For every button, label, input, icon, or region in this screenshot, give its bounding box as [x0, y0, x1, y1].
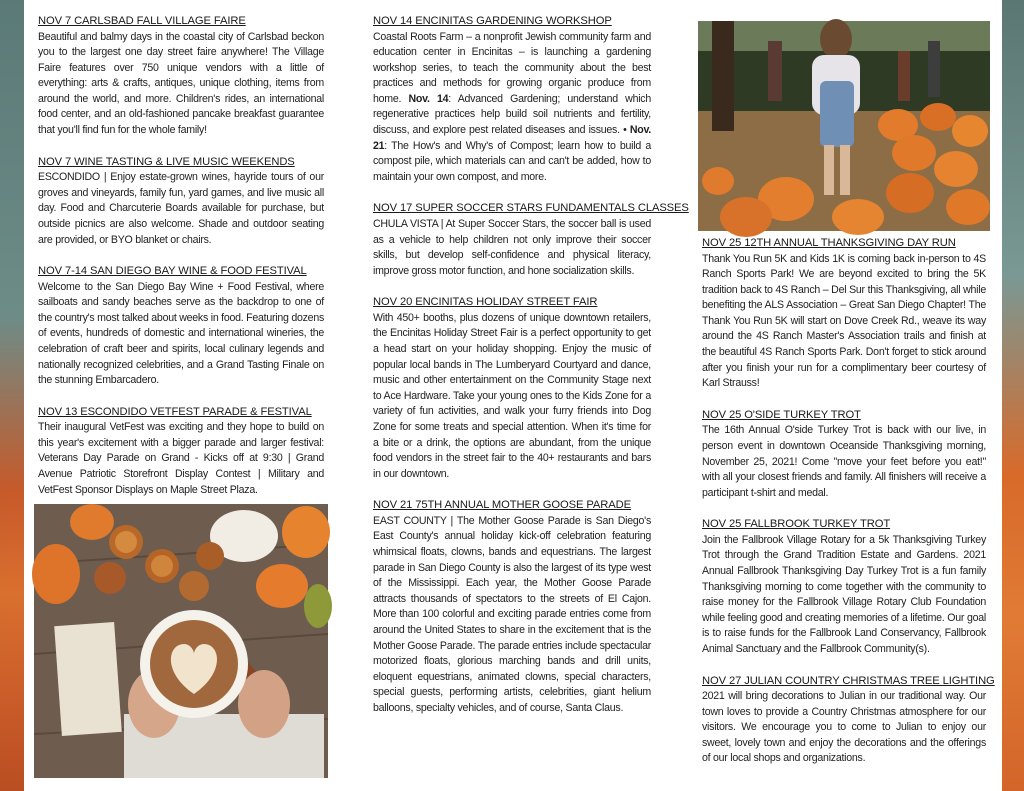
event-description: Thank You Run 5K and Kids 1K is coming back in-person to 4S Ranch Sports Park! We are beyond excited to bring the 5K tradition back to 4S Ranch – Del Sur this Thanksgiving, all while benefiting the ALS Association – Great San Diego Chapter! The Thank You Run 5K will start on Dove Creek Rd., weave its way around the 4S Ranch Master's Association trails and finish at the beautiful 4S Ranch Sports Park. Don't forget to stick around after you finish your run for a complimentary beer courtesy of Karl Strauss!	[702, 252, 986, 390]
event-description: ESCONDIDO | Enjoy estate-grown wines, hayride tours of our groves and vineyards, family fun, yard games, and live music all day. Food and Charcuterie Boards available for purchase, but outside picnics are also welcome. Shade and outdoor seating are provided, or BYO blanket or chairs.	[38, 171, 324, 246]
event-description: Beautiful and balmy days in the coastal city of Carlsbad beckon you to the largest one day street faire anywhere! The Village Faire features over 750 unique vendors with a little of everything: arts & crafts, antiques, unique clothing, items from around the world, and more. Children's rides, an international food center, and an old-fashioned pancake breakfast guarantee that you'll find fun for the whole family!	[38, 30, 324, 137]
event-description: With 450+ booths, plus dozens of unique downtown retailers, the Encinitas Holiday Street Fair is a perfect opportunity to get a head start on your holiday shopping. Enjoy the music of popular local bands in The Lumberyard Courtyard and dance, music and other entertainment on the Community Stage next to Ace Hardware. Take your young ones to the Kids Zone for a variety of fun activities, and walk your furry friends into Dog Zone for some treats and special attention. When it's time for a bite or a drink, the options are abundant, from the unique food vendors in the street fair to the 40+ restaurants and bars in our downtown.	[373, 311, 651, 480]
gardening-date-2: Nov. 21	[373, 124, 651, 152]
event-heading: NOV 21 75TH ANNUAL MOTHER GOOSE PARADE	[373, 499, 631, 512]
event-description: EAST COUNTY | The Mother Goose Parade is San Diego's East County's annual holiday kick-off celebration featuring whimsical floats, clowns, bands and equestrians. The largest parade in San Diego County is also the largest of its type west of the Mississippi. Each year, the Mother Goose Parade attracts thousands of spectators to the streets of El Cajon. More than 100 colorful and exciting parade entries come from around the United States to share in the excitement that is the Mother Goose Parade. The parade entries include spectacular motorized floats, glorious marching bands and drill units, eloquent equestrians, animated clowns, special characters, special guests, performing artists, celebrities, giant helium balloons, specialty vehicles, and of course, Santa Claus.	[373, 514, 651, 714]
event-heading: NOV 27 JULIAN COUNTRY CHRISTMAS TREE LIGHTING	[702, 674, 995, 687]
event-wine-tasting	[38, 155, 324, 248]
event-heading: NOV 25 12TH ANNUAL THANKSGIVING DAY RUN	[702, 237, 956, 249]
event-heading: NOV 13 ESCONDIDO VETFEST PARADE & FESTIVAL	[38, 405, 312, 418]
column-1	[38, 14, 324, 514]
event-san-diego-wine-food	[38, 264, 324, 389]
event-description: Their inaugural VetFest was exciting and they hope to build on this year's excitement with a bigger parade and larger festival: Veterans Day Parade on Grand - Kicks off at 9:30 | Grand Avenue Patriotic Storefront Display Contest | Military and VetFest Sponsor Displays on Maple Street Plaza.	[38, 421, 324, 496]
event-julian-tree-lighting	[702, 674, 995, 767]
event-description: CHULA VISTA | At Super Soccer Stars, the soccer ball is used as a vehicle to help children not only improve their soccer skills, but develop self-confidence and physical literacy, improve gross motor function, and hone socialization skills.	[373, 217, 651, 277]
gardening-date-1: Nov. 14	[408, 92, 449, 105]
left-decorative-strip	[0, 0, 24, 791]
event-fallbrook-turkey-trot	[702, 517, 986, 657]
event-heading: NOV 25 FALLBROOK TURKEY TROT	[702, 518, 891, 531]
event-heading: NOV 7-14 SAN DIEGO BAY WINE & FOOD FESTIVAL	[38, 265, 307, 278]
column-2	[373, 14, 689, 733]
event-vetfest-parade	[38, 405, 324, 498]
event-carlsbad-village-faire	[38, 14, 324, 139]
event-description: Join the Fallbrook Village Rotary for a 5k Thanksgiving Turkey Trot through the Grand Tradition Estate and Gardens. 2021 Annual Fallbrook Thanksgiving Day Turkey Trot is a fun family Thanksgiving morning to come together with the community to raise money for the Fallbrook Village Rotary Club Foundation while feeling good and creating memories of a lifetime. Our goal is to raise funds for the Fallbrook Land Conservancy, Fallbrook Animal Sanctuary and the Fallbrook Community(s).	[702, 533, 986, 655]
event-heading: NOV 20 ENCINITAS HOLIDAY STREET FAIR	[373, 296, 598, 309]
event-encinitas-gardening	[373, 14, 651, 185]
event-heading: NOV 7 CARLSBAD FALL VILLAGE FAIRE	[38, 15, 246, 27]
gardening-text-2: : The How's and Why's of Compost; learn how to build a compost pile, which materials can and can't be added, how to maintain your own compost, and more.	[373, 139, 651, 183]
event-encinitas-street-fair	[373, 295, 651, 482]
right-decorative-strip	[1002, 0, 1024, 791]
gardening-text-1: : Advanced Gardening; understand which regenerative practices help build soil nutrients and fertility, discuss, and explore pest related diseases and issues. •	[373, 92, 651, 137]
event-super-soccer-stars	[373, 201, 689, 279]
gardening-intro: Coastal Roots Farm – a nonprofit Jewish community farm and education center in Encinitas – is launching a gardening workshop series, to teach the community about the best practices and methods for growing organic produce from home.	[373, 30, 651, 105]
event-description: Welcome to the San Diego Bay Wine + Food Festival, where sailboats and sandy beaches serve as the backdrop to one of the country's most talked about weeks in food. Featuring dozens of events, hundreds of domestic and international wineries, the celebration of craft beer and spirits, local culinary legends and nationally recognized celebrities, and a Grand Tasting Finale on the stunning Embarcadero.	[38, 280, 325, 387]
column-3	[702, 236, 995, 783]
event-thanksgiving-day-run	[702, 236, 986, 392]
event-heading: NOV 14 ENCINITAS GARDENING WORKSHOP	[373, 15, 612, 27]
coffee-pumpkins-photo	[34, 504, 328, 778]
event-description: The 16th Annual O'side Turkey Trot is back with our live, in person event in downtown Oceanside Thanksgiving morning, November 25, 2021! Come "move your feet before you eat!" with all your closest friends and family. All finishers will receive a participant t-shirt and medal.	[702, 424, 986, 499]
pumpkin-patch-photo	[698, 21, 990, 231]
event-description	[373, 30, 651, 186]
event-oside-turkey-trot	[702, 408, 986, 501]
event-description: 2021 will bring decorations to Julian in our traditional way. Our town loves to provide a Country Christmas atmosphere for our visitors. We encourage you to come to Julian to enjoy our sweet, lovely town and enjoy the decorations and the offerings of our local shops and organizations.	[702, 690, 986, 765]
event-heading: NOV 7 WINE TASTING & LIVE MUSIC WEEKENDS	[38, 155, 295, 168]
event-heading: NOV 17 SUPER SOCCER STARS FUNDAMENTALS CLASSES	[373, 202, 689, 215]
event-heading: NOV 25 O'SIDE TURKEY TROT	[702, 408, 861, 421]
event-mother-goose-parade	[373, 498, 651, 716]
